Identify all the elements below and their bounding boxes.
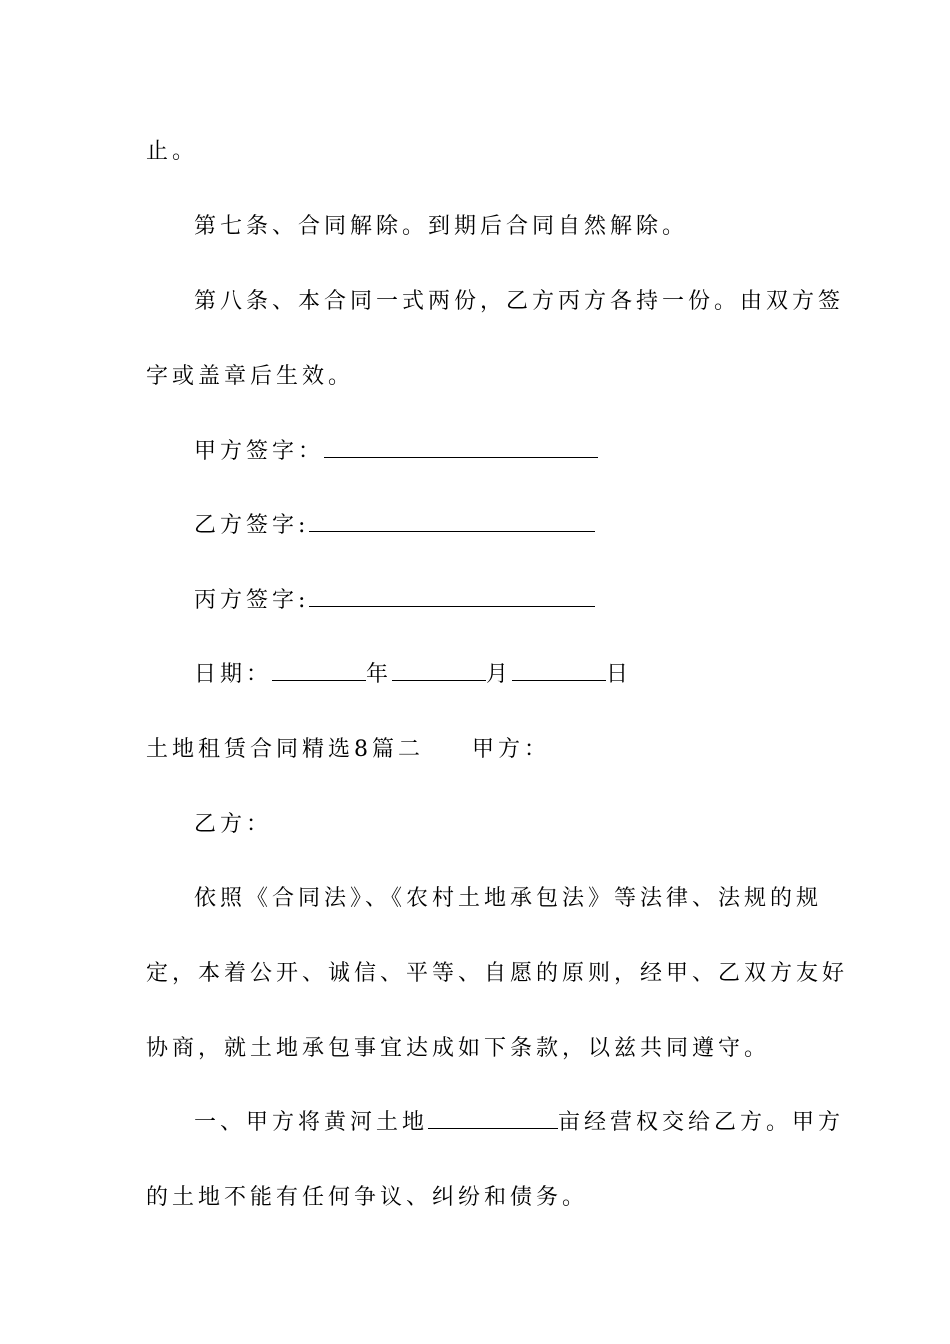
clause-1-line-2: 的土地不能有任何争议、纠纷和债务。	[146, 1185, 589, 1210]
date-day-blank[interactable]	[512, 660, 606, 681]
date-line	[194, 660, 816, 690]
section-title: 土地租赁合同精选8篇二	[146, 737, 424, 762]
signature-party-a-blank[interactable]	[324, 437, 598, 458]
basis-line-3: 协商，就土地承包事宜达成如下条款，以兹共同遵守。	[146, 1036, 771, 1061]
signature-party-a	[194, 437, 816, 467]
basis-line-2: 定，本着公开、诚信、平等、自愿的原则，经甲、乙双方友好	[146, 961, 849, 986]
article-8-line-1: 第八条、本合同一式两份，乙方丙方各持一份。由双方签	[194, 289, 845, 314]
article-8-line-2: 字或盖章后生效。	[146, 364, 355, 389]
date-month-blank[interactable]	[392, 660, 486, 681]
signature-party-b-label: 乙方签字:	[194, 513, 310, 538]
clause-1-part-2: 亩经营权交给乙方。甲方	[558, 1110, 845, 1135]
signature-party-c-label: 丙方签字:	[194, 588, 310, 613]
date-label: 日期：	[194, 662, 273, 687]
basis-line-1: 依照《合同法》、《农村土地承包法》等法律、法规的规	[194, 886, 823, 911]
signature-party-c-blank[interactable]	[309, 586, 595, 607]
party-b-label: 乙方：	[194, 812, 273, 837]
date-year-blank[interactable]	[272, 660, 366, 681]
signature-party-b	[194, 511, 816, 541]
paragraph-tail: 止。	[146, 139, 199, 164]
signature-party-c	[194, 586, 816, 616]
clause-1-part-1: 一、甲方将黄河土地	[194, 1110, 429, 1135]
signature-party-b-blank[interactable]	[309, 511, 595, 532]
section-heading-line	[146, 735, 816, 765]
land-area-blank[interactable]	[428, 1108, 558, 1129]
article-7: 第七条、合同解除。到期后合同自然解除。	[194, 214, 689, 239]
date-month-label: 月	[486, 662, 513, 687]
party-a-label: 甲方：	[472, 737, 551, 762]
date-year-label: 年	[366, 662, 393, 687]
clause-1-line-1	[194, 1108, 845, 1138]
date-day-label: 日	[606, 662, 633, 687]
signature-party-a-label: 甲方签字：	[194, 439, 325, 464]
